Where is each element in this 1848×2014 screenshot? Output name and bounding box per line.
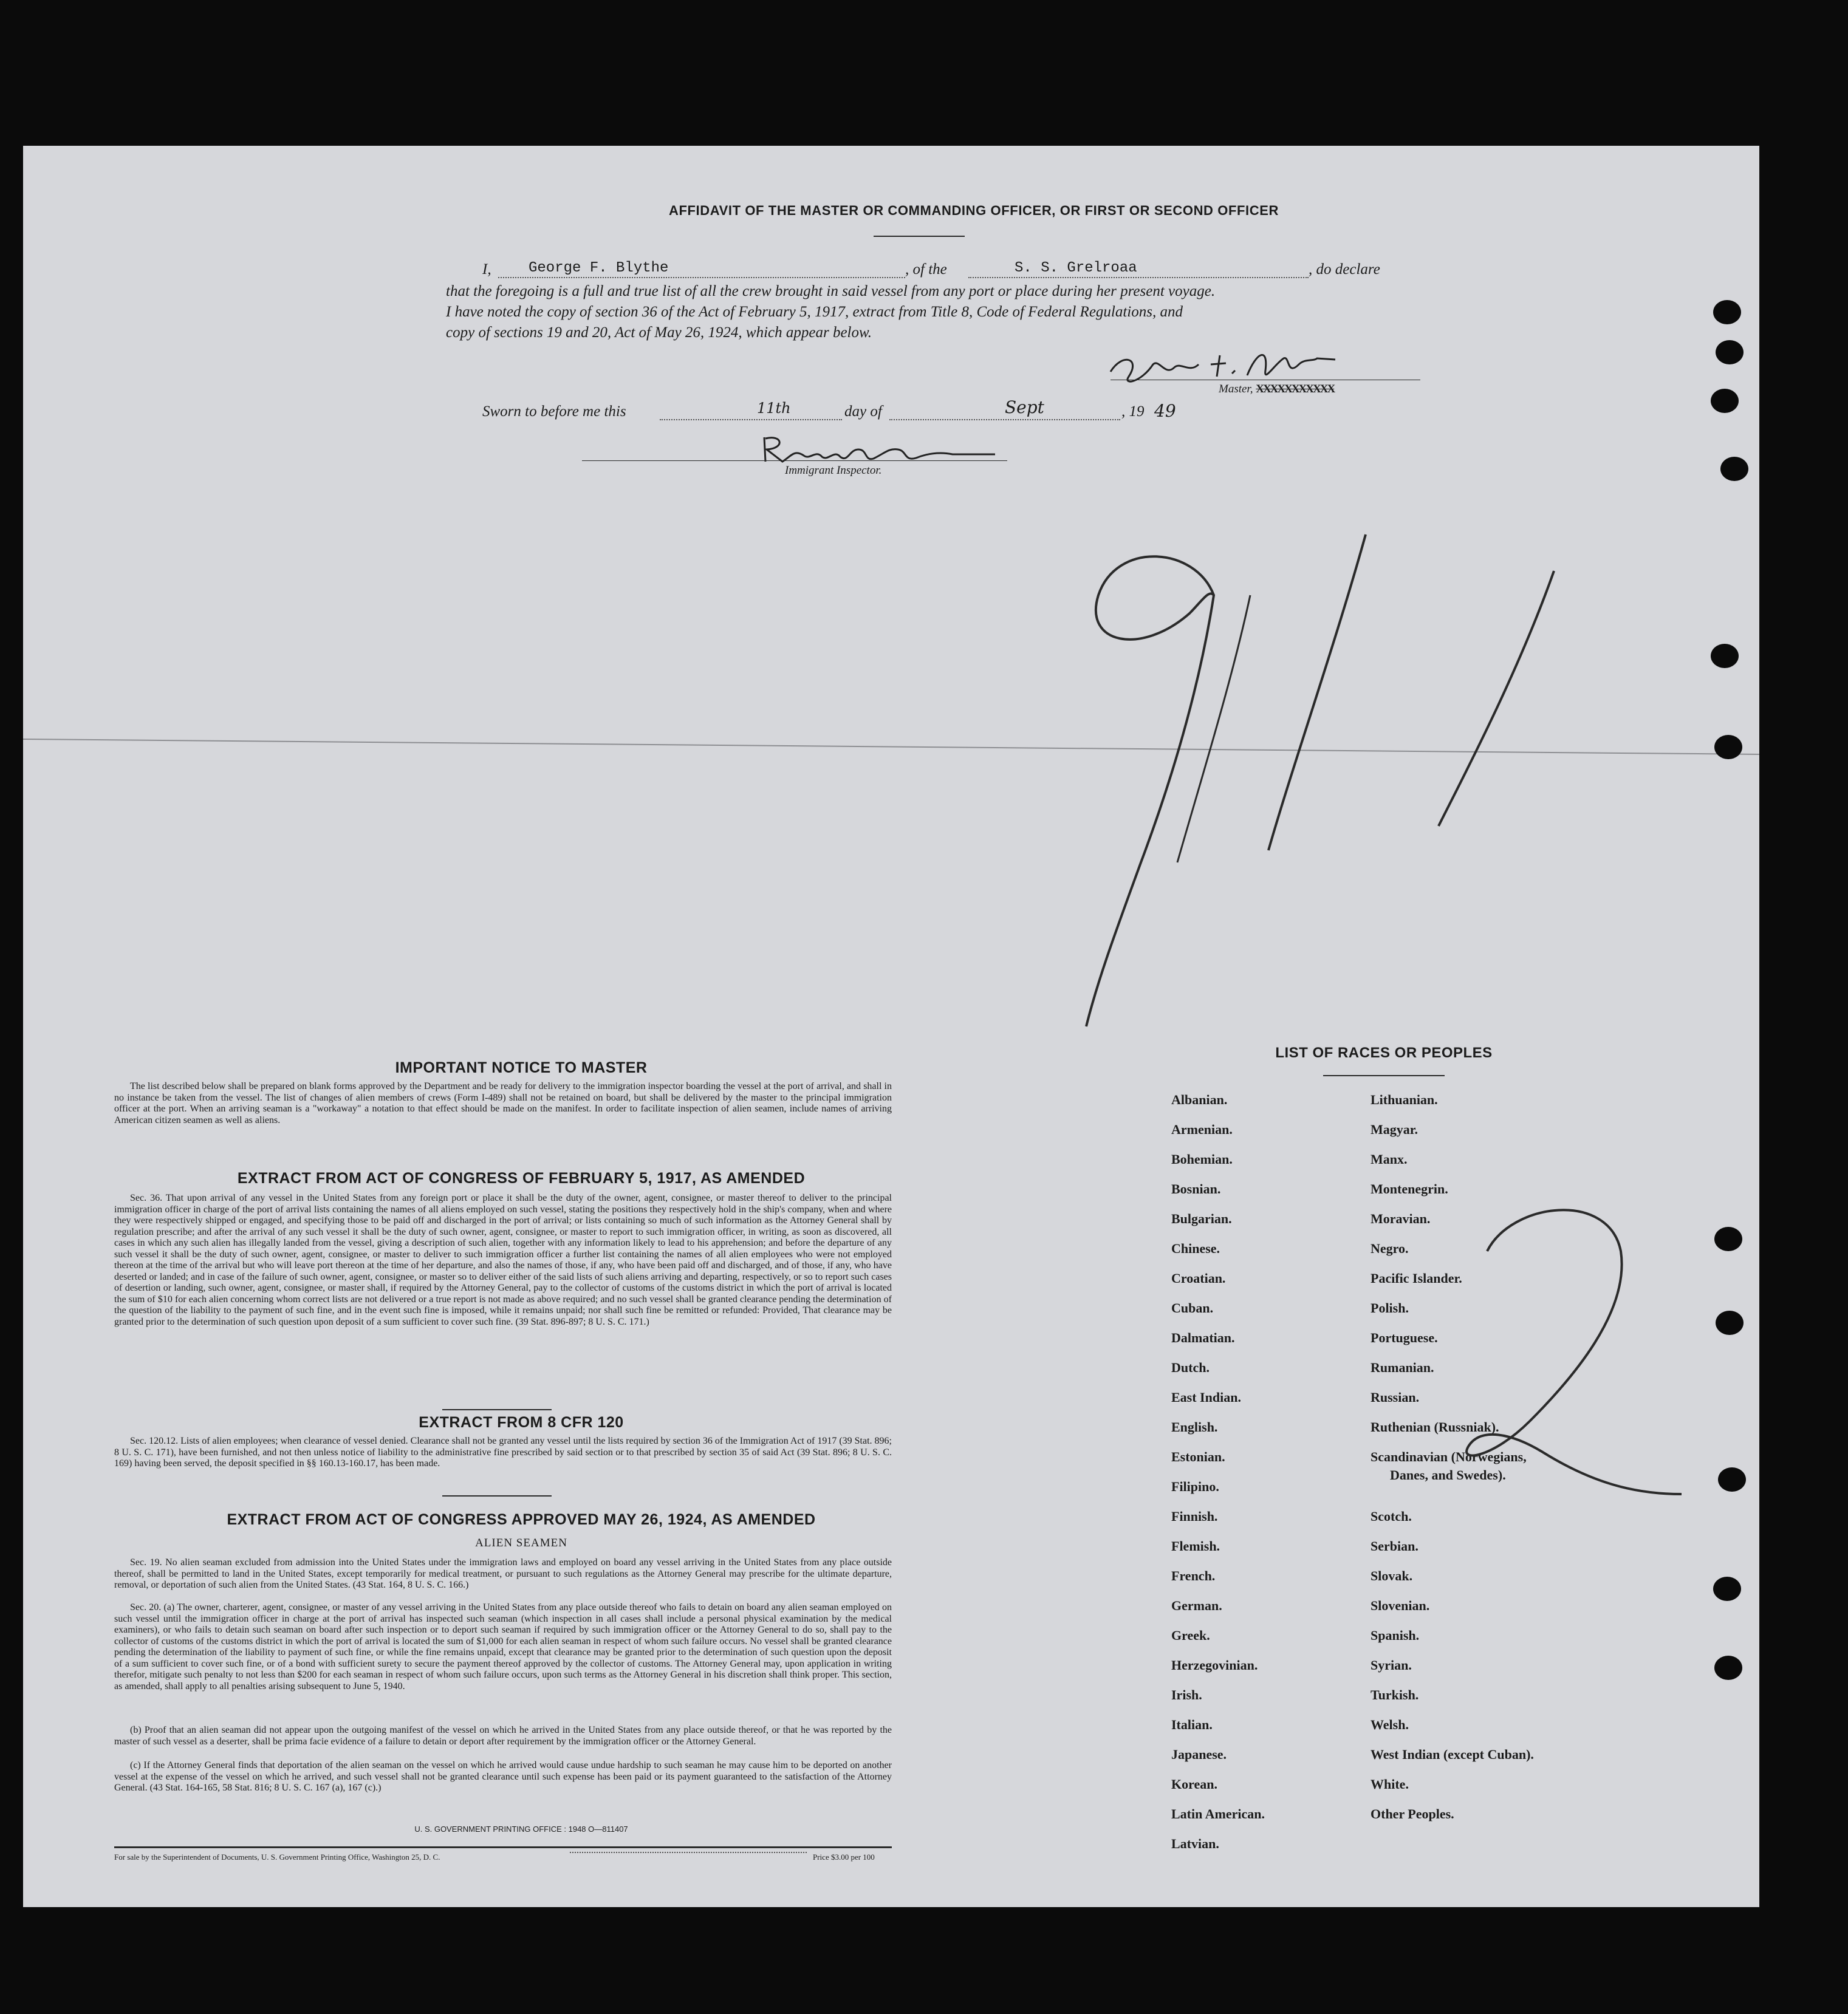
binder-hole-1 — [1713, 300, 1741, 324]
printing-office-line: U. S. GOVERNMENT PRINTING OFFICE : 1948 O—811407 — [414, 1825, 628, 1834]
footer-rule — [114, 1846, 892, 1848]
race-right-3: Manx. — [1371, 1152, 1408, 1167]
race-right-4: Montenegrin. — [1371, 1181, 1448, 1196]
race-right-1: Lithuanian. — [1371, 1092, 1438, 1107]
alien-seamen-subheading: ALIEN SEAMEN — [475, 1537, 567, 1549]
race-right-5: Moravian. — [1371, 1211, 1431, 1226]
race-right-10: Rumanian. — [1371, 1360, 1434, 1375]
extract-1924-sec19: Sec. 19. No alien seaman excluded from admission into the United States under the immigration laws and employed on board any vessel arriving in the United States from any place outside thereof, shall be permitted to land in the United States, except temporarily for medical treatment, or pursuant to such regulations as the Attorney General may prescribe for the ultimate departure, removal, or deportation of such alien from the United States. (43 Stat. 164, 8 U. S. C. 166.) — [114, 1557, 892, 1590]
sworn-line — [482, 397, 1236, 425]
master-name-typed: George F. Blythe — [529, 260, 669, 276]
race-left-17: French. — [1171, 1568, 1216, 1583]
race-left-14: Filipino. — [1171, 1479, 1219, 1494]
cfr-body: Sec. 120.12. Lists of alien employees; when clearance of vessel denied. Clearance shall not be granted any vessel until the lists required by section 36 of the Immigration Act of 1917 (39 Stat. 896; 8 U. S. C. 171), have been furnished, and not then unless notice of liability to the administrative fine prescribed by said section or to that prescribed by section 35 of said Act (39 Stat. 896; 8 U. S. C. 169) having been served, the deposit specified in §§ 160.13-160.17, has been made. — [114, 1436, 892, 1469]
race-right-12: Ruthenian (Russniak). — [1371, 1419, 1499, 1435]
race-left-12: English. — [1171, 1419, 1218, 1435]
race-right-16: Slovak. — [1371, 1568, 1413, 1583]
notice-heading: IMPORTANT NOTICE TO MASTER — [395, 1059, 648, 1076]
inspector-signature-line — [582, 460, 1007, 461]
master-label-text: Master, — [1219, 383, 1253, 395]
extract-1917-body: Sec. 36. That upon arrival of any vessel in the United States from any foreign port or place it shall be the duty of the owner, agent, consignee, or master thereof to deliver to the principal immigration officer in charge of the port of arrival lists containing the names of all aliens employed on such vessel, stating the positions they respectively hold in the ship's company, when and where they were respectively shipped or engaged, and specifying those to be paid off and discharged in the port of arrival; or lists containing so much of such information as the Attorney General shall by regulation prescribe; and after the arrival of any such vessel it shall be the duty of such owner, agent, consignee, or master to report to such immigration officer, in writing, as soon as discovered, all cases in which any such alien has illegally landed from the vessel, giving a description of such alien, together with any information likely to lead to his apprehension; and before the departure of any such vessel it shall be the duty of such owner, agent, consignee, or master to deliver to such immigration officer a further list containing the names of all alien employees who were not employed thereon at the time of the arrival but who will leave port thereon at the time of her departure, and also the names of those, if any, who have been paid off and discharged, and of those, if any, who have deserted or landed; and in case of the failure of such owner, agent, consignee, or master so to deliver either of the said lists of such aliens arriving and departing, respectively, or so to report such cases of desertion or landing, such owner, agent, consignee, or master shall, if required by the Attorney General, pay to the collector of customs of the customs district in which the port of arrival is located the sum of $10 for each alien concerning whom correct lists are not delivered or a true report is not made as above required; and no such vessel shall be granted clearance pending the determination of the question of the liability to the payment of such fine, and in the event such fine is imposed, while it remains unpaid; nor shall such fine be remitted or refunded: Provided, That clearance may be granted prior to the determination of such question upon deposit of a sum sufficient to cover such fine. (39 Stat. 896-897; 8 U. S. C. 171.) — [114, 1193, 892, 1327]
divider-2 — [442, 1495, 552, 1497]
race-right-9: Portuguese. — [1371, 1330, 1438, 1345]
race-left-19: Greek. — [1171, 1628, 1210, 1643]
inspector-signature — [758, 431, 1001, 468]
race-right-6: Negro. — [1371, 1241, 1409, 1256]
race-left-26: Latvian. — [1171, 1836, 1219, 1851]
race-right-7: Pacific Islander. — [1371, 1271, 1462, 1286]
race-left-16: Flemish. — [1171, 1538, 1220, 1554]
handwritten-corner-number — [1420, 1178, 1700, 1543]
master-label-struck: XXXXXXXXXXX — [1256, 383, 1335, 395]
binder-hole-4 — [1720, 457, 1748, 481]
binder-hole-7 — [1714, 1227, 1742, 1251]
binder-hole-8 — [1716, 1311, 1744, 1335]
binder-hole-3 — [1711, 389, 1739, 413]
footer-price: Price $3.00 per 100 — [813, 1852, 875, 1862]
title-underline — [874, 236, 965, 237]
race-right-13-cont: Danes, and Swedes). — [1390, 1467, 1506, 1483]
race-left-18: German. — [1171, 1598, 1222, 1613]
day-of-text: day of — [844, 403, 882, 420]
binder-hole-10 — [1713, 1577, 1741, 1601]
affidavit-line-3: I have noted the copy of section 36 of the Act of February 5, 1917, extract from Title 8, Code of Federal Regulations, and — [446, 304, 1183, 320]
race-right-24: Other Peoples. — [1371, 1806, 1454, 1821]
race-right-2: Magyar. — [1371, 1122, 1419, 1137]
race-left-10: Dutch. — [1171, 1360, 1210, 1375]
race-left-6: Chinese. — [1171, 1241, 1220, 1256]
sworn-month: Sept — [1005, 397, 1044, 417]
sworn-year: 49 — [1154, 401, 1176, 421]
master-label — [1219, 383, 1334, 396]
race-right-8: Polish. — [1371, 1300, 1409, 1316]
extract-1924-sec20b: (b) Proof that an alien seaman did not appear upon the outgoing manifest of the vessel on which he arrived in the United States from any place outside thereof, or that he was reported by the master of such vessel as a deserter, shall be prima facie evidence of a failure to detain or deport after requirement by the immigration officer or the Attorney General. — [114, 1725, 892, 1747]
race-left-20: Herzegovinian. — [1171, 1657, 1258, 1673]
year-prefix: , 19 — [1121, 403, 1145, 420]
binder-hole-9 — [1718, 1467, 1746, 1492]
binder-hole-6 — [1714, 735, 1742, 759]
race-left-9: Dalmatian. — [1171, 1330, 1235, 1345]
race-right-20: Turkish. — [1371, 1687, 1419, 1702]
master-signature — [1104, 340, 1360, 389]
extract-1924-sec20a: Sec. 20. (a) The owner, charterer, agent, consignee, or master of any vessel arriving in the United States from any place outside thereof who fails to detain on board any alien seaman employed on such vessel until the immigration officer in charge at the port of arrival has inspected such seaman (which inspection in all cases shall include a personal physical examination by the medical examiners), or who fails to detain such seaman on board after such inspection or to deport such seaman if required by such immigration officer or the Attorney General to do so, shall pay to the collector of customs of the customs district in which the port of arrival is located the sum of $1,000 for each alien seaman in respect of whom such failure occurs. No vessel shall be granted clearance pending the determination of the liability to payment of such fine, or while the fine remains unpaid, except that clearance may be granted prior to the determination of such question upon the deposit of a sum sufficient to cover such fine, or of a bond with sufficient surety to secure the payment thereof approved by the collector of customs. The Attorney General may, upon application in writing therefor, mitigate such penalty to not less than $200 for each seaman in respect of whom such failure occurs, upon such terms as the Attorney General in his discretion shall think proper. This section, as amended, shall apply to all penalties arising subsequent to June 5, 1940. — [114, 1602, 892, 1691]
race-right-21: Welsh. — [1371, 1717, 1409, 1732]
race-left-13: Estonian. — [1171, 1449, 1225, 1464]
affidavit-line-4: copy of sections 19 and 20, Act of May 26, 1924, which appear below. — [446, 324, 872, 341]
race-right-23: White. — [1371, 1777, 1409, 1792]
vessel-name-typed: S. S. Grelroaa — [1015, 260, 1137, 276]
of-the-text: , of the — [905, 261, 947, 278]
race-left-23: Japanese. — [1171, 1747, 1227, 1762]
race-right-18: Spanish. — [1371, 1628, 1420, 1643]
sworn-text: Sworn to before me this — [482, 403, 626, 420]
race-right-14: Scotch. — [1371, 1509, 1412, 1524]
race-right-22: West Indian (except Cuban). — [1371, 1747, 1534, 1762]
race-left-25: Latin American. — [1171, 1806, 1265, 1821]
race-left-2: Armenian. — [1171, 1122, 1233, 1137]
sworn-day: 11th — [757, 400, 791, 417]
binder-hole-11 — [1714, 1656, 1742, 1680]
race-right-15: Serbian. — [1371, 1538, 1419, 1554]
affidavit-title: AFFIDAVIT OF THE MASTER OR COMMANDING OFFICER, OR FIRST OR SECOND OFFICER — [668, 203, 1279, 218]
race-right-11: Russian. — [1371, 1390, 1420, 1405]
extract-1924-sec20c: (c) If the Attorney General finds that deportation of the alien seaman on the vessel on which he arrived would cause undue hardship to such seaman he may cause him to be deported on another vessel at the expense of the vessel on which he arrived, and such vessel shall not be granted clearance until such expense has been paid or its payment guaranteed to the satisfaction of the Attorney General. (43 Stat. 164-165, 58 Stat. 816; 8 U. S. C. 167 (a), 167 (c).) — [114, 1760, 892, 1793]
handwritten-large-number — [1050, 522, 1657, 1130]
race-left-8: Cuban. — [1171, 1300, 1214, 1316]
footer-sale: For sale by the Superintendent of Documents, U. S. Government Printing Office, Washington 25, D. C. — [114, 1852, 440, 1862]
race-left-5: Bulgarian. — [1171, 1211, 1232, 1226]
cfr-heading: EXTRACT FROM 8 CFR 120 — [419, 1414, 624, 1431]
vessel-name-line — [968, 277, 1309, 278]
race-left-24: Korean. — [1171, 1777, 1217, 1792]
extract-1917-heading: EXTRACT FROM ACT OF CONGRESS OF FEBRUARY 5, 1917, AS AMENDED — [237, 1170, 806, 1187]
extract-1924-heading: EXTRACT FROM ACT OF CONGRESS APPROVED MAY 26, 1924, AS AMENDED — [227, 1511, 816, 1528]
affidavit-line-1 — [482, 261, 1430, 281]
races-heading-rule — [1323, 1075, 1445, 1076]
race-left-21: Irish. — [1171, 1687, 1202, 1702]
binder-hole-2 — [1716, 340, 1744, 364]
sworn-day-line — [660, 419, 842, 420]
race-left-4: Bosnian. — [1171, 1181, 1221, 1196]
inspector-label: Immigrant Inspector. — [785, 464, 882, 477]
race-left-3: Bohemian. — [1171, 1152, 1233, 1167]
races-heading: LIST OF RACES OR PEOPLES — [1275, 1045, 1493, 1061]
document-sheet — [23, 146, 1759, 1907]
master-name-line — [498, 277, 905, 278]
footer-dots — [570, 1851, 807, 1853]
notice-body: The list described below shall be prepared on blank forms approved by the Department and be ready for delivery to the immigration inspector boarding the vessel at the port of arrival, and shall in no instance be taken from the vessel. The list of changes of alien members of crews (Form I-489) shall not be retained on board, but shall be delivered by the master to the principal immigration officer at the port. When an arriving seaman is a "workaway" a notation to that effect should be made on the manifest. In order to facilitate inspection of alien seamen, include names of arriving American citizen seamen as well as aliens. — [114, 1081, 892, 1125]
binder-hole-5 — [1711, 644, 1739, 668]
race-left-7: Croatian. — [1171, 1271, 1226, 1286]
sworn-month-line — [889, 419, 1120, 420]
race-right-19: Syrian. — [1371, 1657, 1412, 1673]
race-right-13: Scandinavian (Norwegians, — [1371, 1449, 1527, 1464]
affidavit-line-2: that the foregoing is a full and true list of all the crew brought in said vessel from any port or place during her present voyage. — [446, 283, 1216, 299]
divider-1 — [442, 1409, 552, 1410]
race-left-11: East Indian. — [1171, 1390, 1241, 1405]
declare-i: I, — [482, 261, 491, 278]
race-left-1: Albanian. — [1171, 1092, 1228, 1107]
race-left-22: Italian. — [1171, 1717, 1213, 1732]
do-declare-text: , do declare — [1309, 261, 1380, 278]
race-right-17: Slovenian. — [1371, 1598, 1430, 1613]
race-left-15: Finnish. — [1171, 1509, 1218, 1524]
